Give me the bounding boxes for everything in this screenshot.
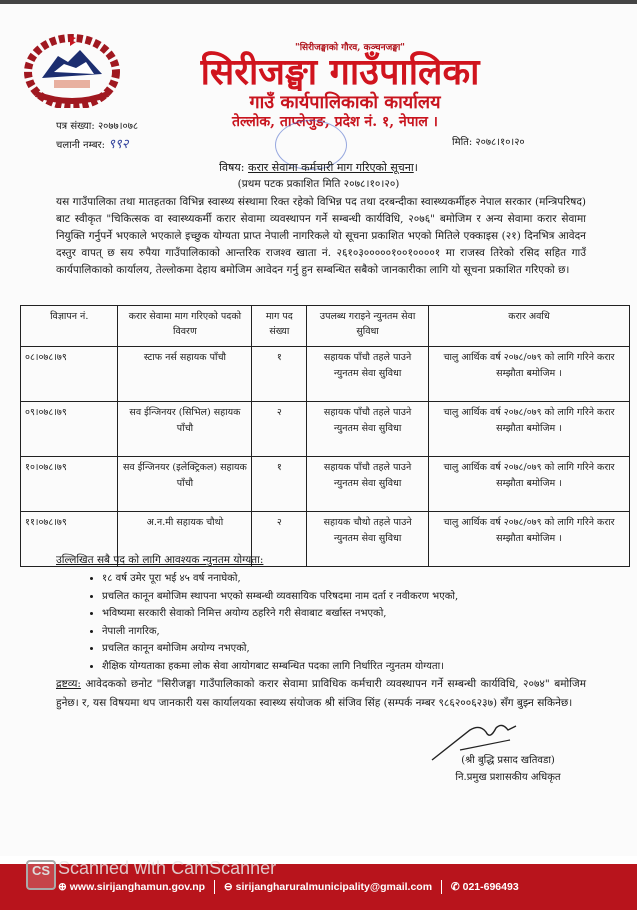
footer-phone: 021-696493 (462, 880, 519, 893)
table-row (21, 402, 630, 457)
footer-divider (214, 880, 215, 894)
motto: "सिरीजङ्घाको गौरव, कञ्चनजङ्घा" (295, 43, 405, 53)
table-row (21, 457, 630, 512)
footer-contacts (58, 880, 519, 894)
table-header-row (21, 306, 630, 347)
note-text: आवेदकको छनोट "सिरीजङ्घा गाउँपालिकाको करार सेवामा प्राविधिक कर्मचारी व्यवस्थापन गर्ने सम्बन्धी कार्यविधि, २०७४" बमोजिम हुनेछ। र, यस विषयमा थप जानकारी यस कार्यालयका स्वास्थ्य संयोजक श्री संजिव सिंह (सम्पर्क नम्बर ९८६२००६२३७) सँग बुझ्न सकिनेछ। (56, 678, 586, 709)
nepal-emblem-icon (24, 32, 120, 108)
letter-date (452, 134, 525, 148)
phone-icon: ✆ (450, 880, 460, 893)
cell-count: २ (252, 512, 307, 567)
email-icon: ⊖ (223, 880, 233, 893)
col-header-duration: करार अवधि (429, 306, 630, 347)
cell-position: सव ईन्जिनयर (सिभिल) सहायक पाँचौ (118, 402, 252, 457)
footer-divider (441, 880, 442, 894)
cell-duration: चालु आर्थिक वर्ष २०७८/०७९ को लागि गरिने करार सम्झौता बमोजिम । (429, 512, 630, 567)
col-header-count: माग पद संख्या (252, 306, 307, 347)
chalani-label: चलानी नम्बर: (56, 140, 106, 151)
qualification-item: • शैक्षिक योग्यताका हकमा लोक सेवा आयोगबाट सम्बन्धित पदका लागि निर्धारित न्युनतम योग्यता। (102, 658, 622, 676)
camscanner-watermark: Scanned with CamScanner (58, 858, 277, 878)
col-header-position: करार सेवामा माग गरिएको पदको विवरण (118, 306, 252, 347)
qualification-item: • प्रचलित कानून बमोजिम अयोग्य नभएको, (102, 640, 622, 658)
cell-position: अ.न.मी सहायक चौथो (118, 512, 252, 567)
office-subtitle: गाउँ कार्यपालिकाको कार्यालय (249, 92, 441, 113)
cell-facility: सहायक चौथो तहले पाउने न्युनतम सेवा सुविधा (307, 512, 429, 567)
cell-duration: चालु आर्थिक वर्ष २०७८/०७९ को लागि गरिने करार सम्झौता बमोजिम । (429, 347, 630, 402)
patra-sankhya-value: २०७७।०७८ (97, 121, 139, 132)
cell-duration: चालु आर्थिक वर्ष २०७८/०७९ को लागि गरिने करार सम्झौता बमोजिम । (429, 457, 630, 512)
cell-count: २ (252, 402, 307, 457)
subject-text: करार सेवामा कर्मचारी माग गरिएको सूचना (248, 161, 414, 174)
cell-ad-no: ११।०७८।७९ (21, 512, 118, 567)
municipality-title: सिरीजङ्घा गाउँपालिका (200, 51, 480, 93)
qualification-item: • नेपाली नागरिक, (102, 623, 622, 641)
signatory (438, 752, 578, 786)
office-address: तेल्लोक, ताप्लेजुङ, प्रदेश नं. १, नेपाल । (232, 114, 438, 130)
note-paragraph (56, 675, 586, 713)
date-label: मिति: (452, 137, 473, 148)
dispatch-number (56, 134, 128, 152)
chalani-value: ९९२ (108, 137, 129, 152)
notice-body: यस गाउँपालिका तथा मातहतका विभिन्न स्वास्थ्य संस्थामा रिक्त रहेको विभिन्न पद तथा दरबन्दीका स्वास्थ्यकर्मीहरु नेपाल सरकार (मन्त्रिपरिषद) बाट स्वीकृत "चिकित्सक वा स्वास्थ्यकर्मी करार सेवामा व्यवस्थापन गर्ने सम्बन्धी कार्यविधि, २०७६" बमोजिम र अन्य सेवामा करार सेवामा नियुक्ति गर्नुपर्ने भएकाले भएकाले इच्छुक योग्यता प्राप्त नेपाली नागरिकले यो सूचना प्रकाशित भएको मितिले एक्काइस (२१) दिनभित्र आवेदन दस्तुर वापत् छ सय रुपैया गाउँपालिकाको आन्तरिक राजश्व खाता नं. २६१०३०००००१००१००००१ मा राजस्व तिरेको रसिद सहित गाउँ कार्यपालिकाको कार्यालय, तेल्लोकमा देहाय बमोजिम आवेदन गर्नु हुन सम्बन्धित सबैको जानकारीका लागि यो सूचना प्रकाशित गरिएको छ। (56, 196, 586, 276)
vacancy-table (20, 305, 630, 567)
cell-facility: सहायक पाँचौ तहले पाउने न्युनतम सेवा सुविधा (307, 347, 429, 402)
footer-email[interactable]: sirijangharuralmunicipality@gmail.com (235, 880, 433, 893)
cell-position: सव ईन्जिनयर (इलेक्ट्रिकल) सहायक पाँचौ (118, 457, 252, 512)
cell-facility: सहायक पाँचौ तहले पाउने न्युनतम सेवा सुविधा (307, 457, 429, 512)
camscanner-logo-icon: CS (26, 860, 56, 890)
patra-sankhya-label: पत्र संख्या: (56, 121, 95, 132)
letter-reference (56, 118, 138, 132)
qualification-item: • १८ वर्ष उमेर पूरा भई ४५ वर्ष ननाघेको, (102, 570, 622, 588)
cell-count: १ (252, 347, 307, 402)
col-header-facility: उपलब्ध गराइने न्युनतम सेवा सुविधा (307, 306, 429, 347)
table-row (21, 347, 630, 402)
qualification-item: • प्रचलित कानून बमोजिम स्थापना भएको सम्बन्धी व्यवसायिक परिषदमा नाम दर्ता र नवीकरण भएको, (102, 588, 622, 606)
cell-ad-no: ०९।०७८।७९ (21, 402, 118, 457)
subject-line: विषय: करार सेवामा कर्मचारी माग गरिएको सूचना। (219, 161, 418, 174)
signatory-name: (श्री बुद्धि प्रसाद खतिवडा) (461, 755, 555, 766)
cell-ad-no: ०८।०७८।७९ (21, 347, 118, 402)
globe-icon: ⊕ (58, 880, 67, 893)
date-value: २०७८।१०।२० (475, 137, 525, 148)
cell-facility: सहायक पाँचौ तहले पाउने न्युनतम सेवा सुविधा (307, 402, 429, 457)
note-label: द्रष्टव्य: (56, 678, 81, 690)
cell-ad-no: १०।०७८।७९ (21, 457, 118, 512)
cell-duration: चालु आर्थिक वर्ष २०७८/०७९ को लागि गरिने करार सम्झौता बमोजिम । (429, 402, 630, 457)
cell-count: १ (252, 457, 307, 512)
cell-position: स्टाफ नर्स सहायक पाँचौ (118, 347, 252, 402)
signatory-designation: नि.प्रमुख प्रशासकीय अधिकृत (455, 772, 561, 783)
subject-label: विषय: (219, 161, 245, 174)
col-header-ad-no: विज्ञापन नं. (21, 306, 118, 347)
footer-website[interactable]: www.sirijanghamun.gov.np (69, 880, 206, 893)
qualifications-list (86, 570, 622, 675)
qualification-item: • भविष्यमा सरकारी सेवाको निमित्त अयोग्य ठहरिने गरी सेवाबाट बर्खास्त नभएको, (102, 605, 622, 623)
qualifications-title: उल्लिखित सबै पद को लागि आवश्यक न्युनतम योग्यता: (56, 554, 264, 566)
published-date: (प्रथम पटक प्रकाशित मिति २०७८।१०।२०) (237, 178, 400, 190)
